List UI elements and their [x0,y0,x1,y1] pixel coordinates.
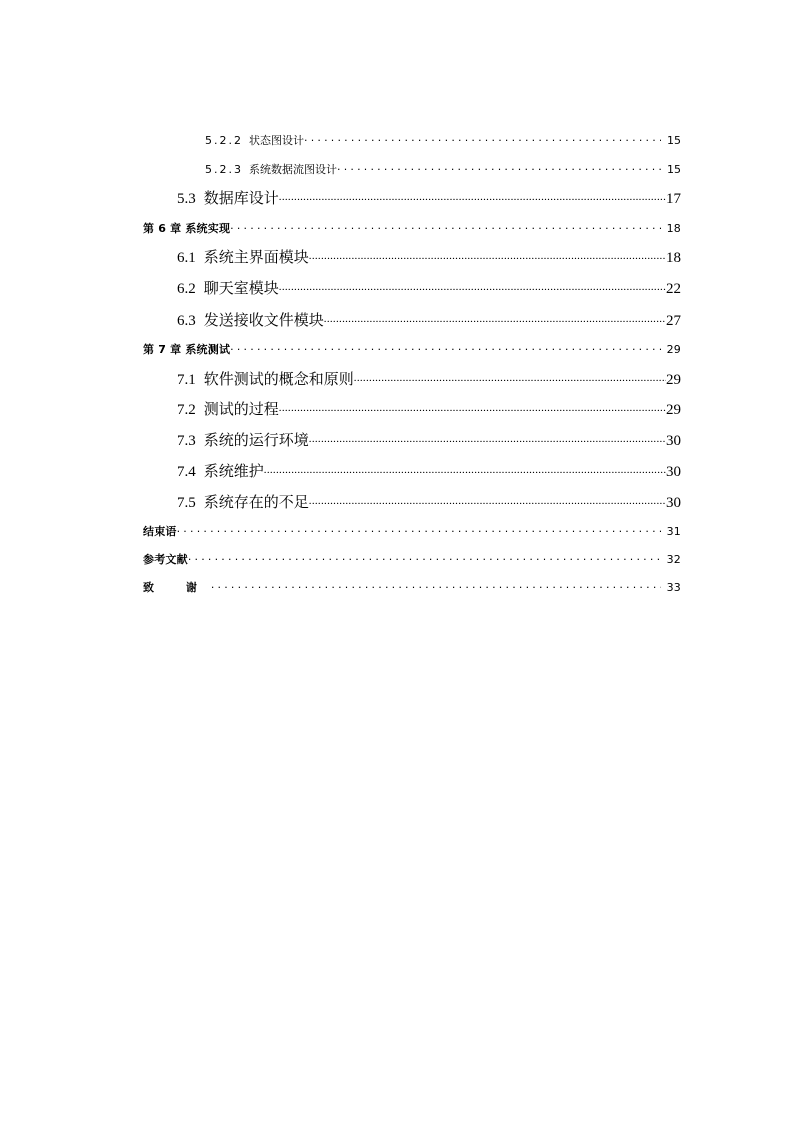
toc-entry-7-4[interactable] [177,460,681,481]
dot-leader [177,524,661,535]
toc-entry-page: 30 [666,433,681,449]
toc-entry-title: 测试的过程 [203,402,279,418]
dot-leader [211,580,661,591]
dot-leader [279,278,666,293]
toc-entry-number: 5.2.3 [205,163,243,176]
toc-entry-page: 33 [666,581,681,594]
dot-leader [309,492,666,507]
toc-entry-title: 聊天室模块 [203,281,279,297]
toc-entry-title: 发送接收文件模块 [203,313,324,329]
toc-entry-page: 30 [666,495,681,511]
toc-entry-7-1[interactable] [177,368,681,389]
toc-entry-title: 致 谢 [143,581,211,594]
toc-entry-number: 6.2 [177,281,196,297]
toc-entry-title: 系统数据流图设计 [249,163,337,176]
toc-entry-6-2[interactable] [177,277,681,298]
toc-entry-number: 7.4 [177,464,196,480]
toc-entry-title: 参考文献 [143,553,188,566]
toc-entry-number: 6.3 [177,313,196,329]
toc-entry-5-3[interactable] [177,187,681,208]
toc-entry-page: 17 [666,191,681,207]
toc-entry-title: 软件测试的概念和原则 [203,372,354,388]
toc-entry-page: 29 [666,372,681,388]
toc-entry-page: 32 [666,553,681,566]
toc-entry-6-1[interactable] [177,246,681,267]
toc-entry-title: 系统存在的不足 [203,495,309,511]
dot-leader [279,399,666,414]
toc-entry-title: 数据库设计 [203,191,279,207]
dot-leader [354,369,666,384]
toc-entry-page: 22 [666,281,681,297]
toc-entry-conclusion[interactable] [143,523,681,539]
toc-entry-7-3[interactable] [177,429,681,450]
toc-entry-title: 第 7 章 系统测试 [143,343,231,356]
toc-entry-7-5[interactable] [177,491,681,512]
toc-entry-title: 第 6 章 系统实现 [143,222,231,235]
toc-entry-5-2-2[interactable] [205,132,681,148]
toc-entry-title: 状态图设计 [249,134,304,147]
dot-leader [230,342,660,353]
toc-entry-number: 5.2.2 [205,134,243,147]
dot-leader [230,221,660,232]
dot-leader [337,162,661,173]
toc-entry-number: 7.1 [177,372,196,388]
toc-entry-number: 6.1 [177,250,196,266]
toc-entry-number: 5.3 [177,191,196,207]
toc-entry-acknowledgements[interactable] [143,579,681,595]
toc-entry-page: 29 [666,343,681,356]
toc-entry-page: 31 [666,525,681,538]
toc-entry-number: 7.3 [177,433,196,449]
toc-entry-number: 7.2 [177,402,196,418]
toc-entry-chapter-6[interactable] [143,220,681,236]
dot-leader [309,430,666,445]
toc-entry-page: 30 [666,464,681,480]
dot-leader [279,188,666,203]
dot-leader [264,461,666,476]
dot-leader [324,310,666,325]
toc-entry-number: 7.5 [177,495,196,511]
toc-entry-title: 结束语 [143,525,177,538]
toc-entry-page: 27 [666,313,681,329]
toc-entry-page: 29 [666,402,681,418]
toc-entry-page: 18 [666,250,681,266]
toc-entry-title: 系统主界面模块 [203,250,309,266]
toc-entry-chapter-7[interactable] [143,341,681,357]
toc-entry-6-3[interactable] [177,309,681,330]
dot-leader [304,133,661,144]
dot-leader [309,247,666,262]
toc-entry-page: 18 [666,222,681,235]
toc-entry-references[interactable] [143,551,681,567]
toc-entry-title: 系统的运行环境 [203,433,309,449]
toc-entry-7-2[interactable] [177,398,681,419]
toc-entry-page: 15 [667,134,681,147]
dot-leader [188,552,661,563]
toc-entry-5-2-3[interactable] [205,161,681,177]
toc-entry-page: 15 [667,163,681,176]
toc-entry-title: 系统维护 [203,464,264,480]
